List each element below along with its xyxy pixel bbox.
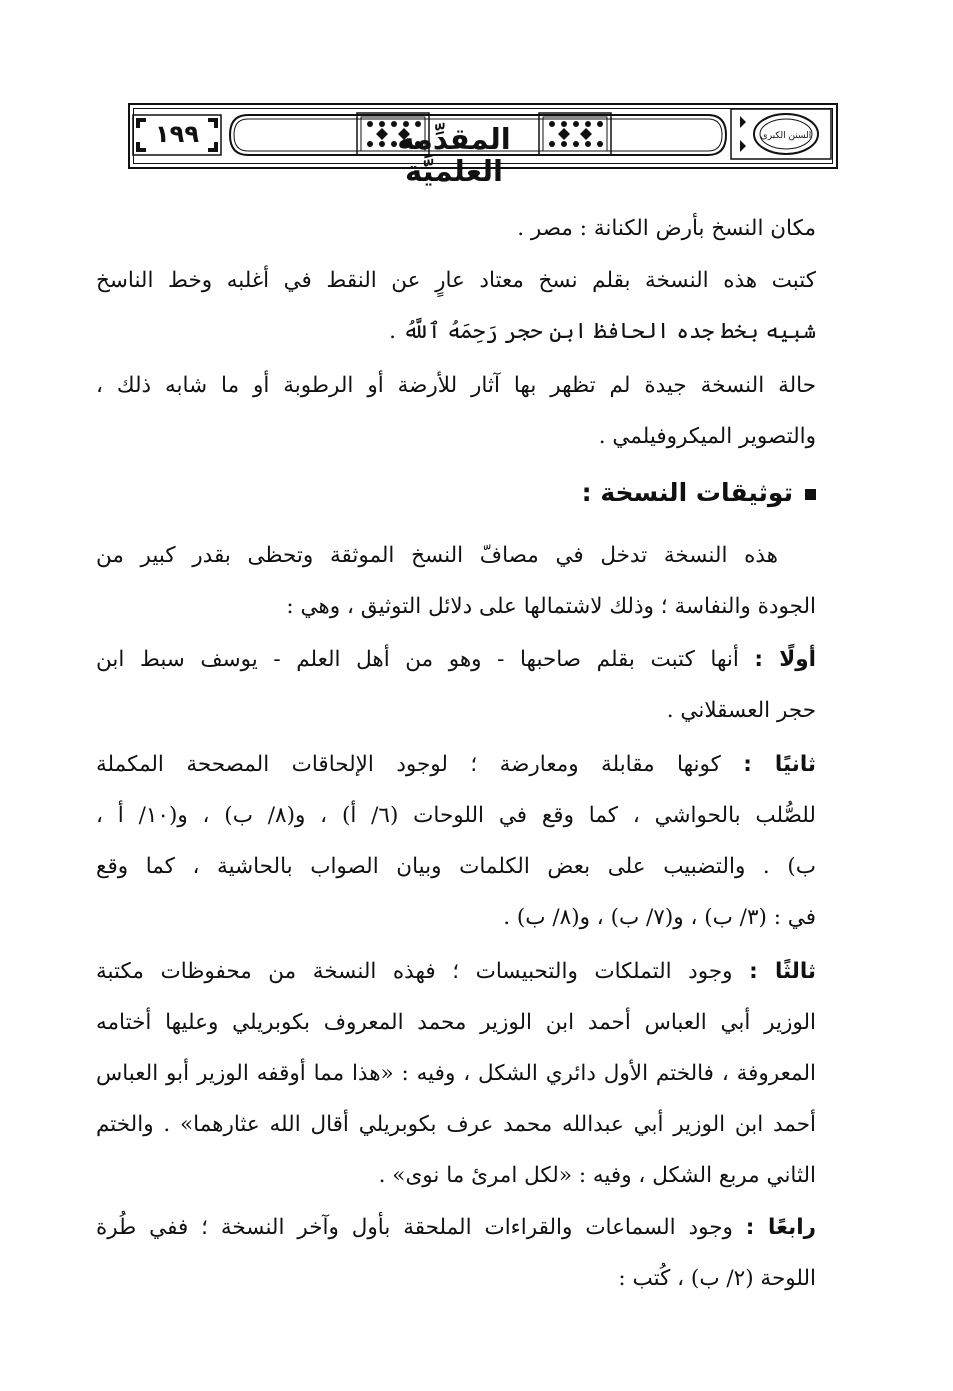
paragraph-first-text-1: أنها كتبت بقلم صاحبها - وهو من أهل العلم - يوسف سبط ابن (96, 647, 739, 672)
ornament-right (538, 112, 612, 156)
page-number: ١٩٩ (155, 120, 199, 148)
paragraph-location: مكان النسخ بأرض الكنانة : مصر . (517, 216, 816, 241)
emblem-icon (730, 108, 832, 160)
paragraph-second-text-1: كونها مقابلة ومعارضة ؛ لوجود الإلحاقات المصححة المكملة (96, 752, 721, 777)
paragraph-second-line-2: للصُّلب بالحواشي ، كما وقع في اللوحات (٦/ أ) ، و(٨/ ب) ، و(١٠/ أ ، (96, 803, 816, 828)
bullet-icon (805, 489, 816, 500)
paragraph-first-line-1 (96, 645, 816, 675)
paragraph-script-line-1: كتبت هذه النسخة بقلم نسخ معتاد عارٍ عن النقط في أغلبه وخط الناسخ (96, 268, 816, 293)
paragraph-condition-line-2: والتصوير الميكروفيلمي . (598, 424, 816, 449)
paragraph-second-line-1 (96, 750, 816, 780)
label-second: ثانيًا : (743, 752, 816, 777)
paragraph-intro-line-2: الجودة والنفاسة ؛ وذلك لاشتمالها على دلائل التوثيق ، وهي : (286, 594, 816, 619)
paragraph-intro-line-1: هذه النسخة تدخل في مصافّ النسخ الموثقة وتحظى بقدر كبير من (96, 543, 778, 568)
page-title: المقدِّمة العلميَّة (397, 122, 511, 188)
paragraph-fourth-line-2: اللوحة (٢/ ب) ، كُتب : (618, 1266, 816, 1291)
section-heading-text: توثيقات النسخة : (581, 478, 793, 507)
paragraph-third-text-1: وجود التملكات والتحبيسات ؛ فهذه النسخة من محفوظات مكتبة (96, 959, 733, 984)
paragraph-third-line-5: الثاني مربع الشكل ، وفيه : «لكل امرئ ما نوى» . (378, 1163, 816, 1188)
paragraph-condition-line-1: حالة النسخة جيدة لم تظهر بها آثار للأرضة أو الرطوبة أو ما شابه ذلك ، (96, 373, 816, 398)
label-first: أولًا : (754, 647, 816, 672)
paragraph-third-line-2: الوزير أبي العباس أحمد ابن الوزير محمد المعروف بكوبريلي وعليها أختامه (96, 1010, 816, 1035)
label-third: ثالثًا : (749, 959, 817, 984)
paragraph-first-line-2: حجر العسقلاني . (666, 698, 816, 723)
paragraph-second-line-4: في : (٣/ ب) ، و(٧/ ب) ، و(٨/ ب) . (503, 905, 816, 930)
paragraph-fourth-line-1 (96, 1213, 816, 1243)
paragraph-second-line-3: ب) . والتضبيب على بعض الكلمات وبيان الصواب بالحاشية ، كما وقع (96, 854, 816, 879)
paragraph-fourth-text-1: وجود السماعات والقراءات الملحقة بأول وآخر النسخة ؛ ففي طُرة (96, 1215, 733, 1240)
emblem-text: السنن الكبرى (760, 131, 812, 141)
label-fourth: رابعًا : (745, 1215, 816, 1240)
book-emblem (730, 108, 832, 160)
paragraph-third-line-1 (96, 957, 816, 987)
section-heading (96, 476, 816, 510)
paragraph-third-line-3: المعروفة ، فالختم الأول دائري الشكل ، وفيه : «هذا مما أوقفه الوزير أبو العباس (96, 1061, 816, 1086)
paragraph-script-line-2: شبيه بخط جده الحافظ ابن حجر رَحِمَهُ ٱللَّهُ . (389, 319, 816, 344)
page-header (128, 103, 838, 188)
paragraph-third-line-4: أحمد ابن الوزير أبي عبدالله محمد عرف بكوبريلي أقال الله عثارهما» . والختم (96, 1112, 816, 1137)
